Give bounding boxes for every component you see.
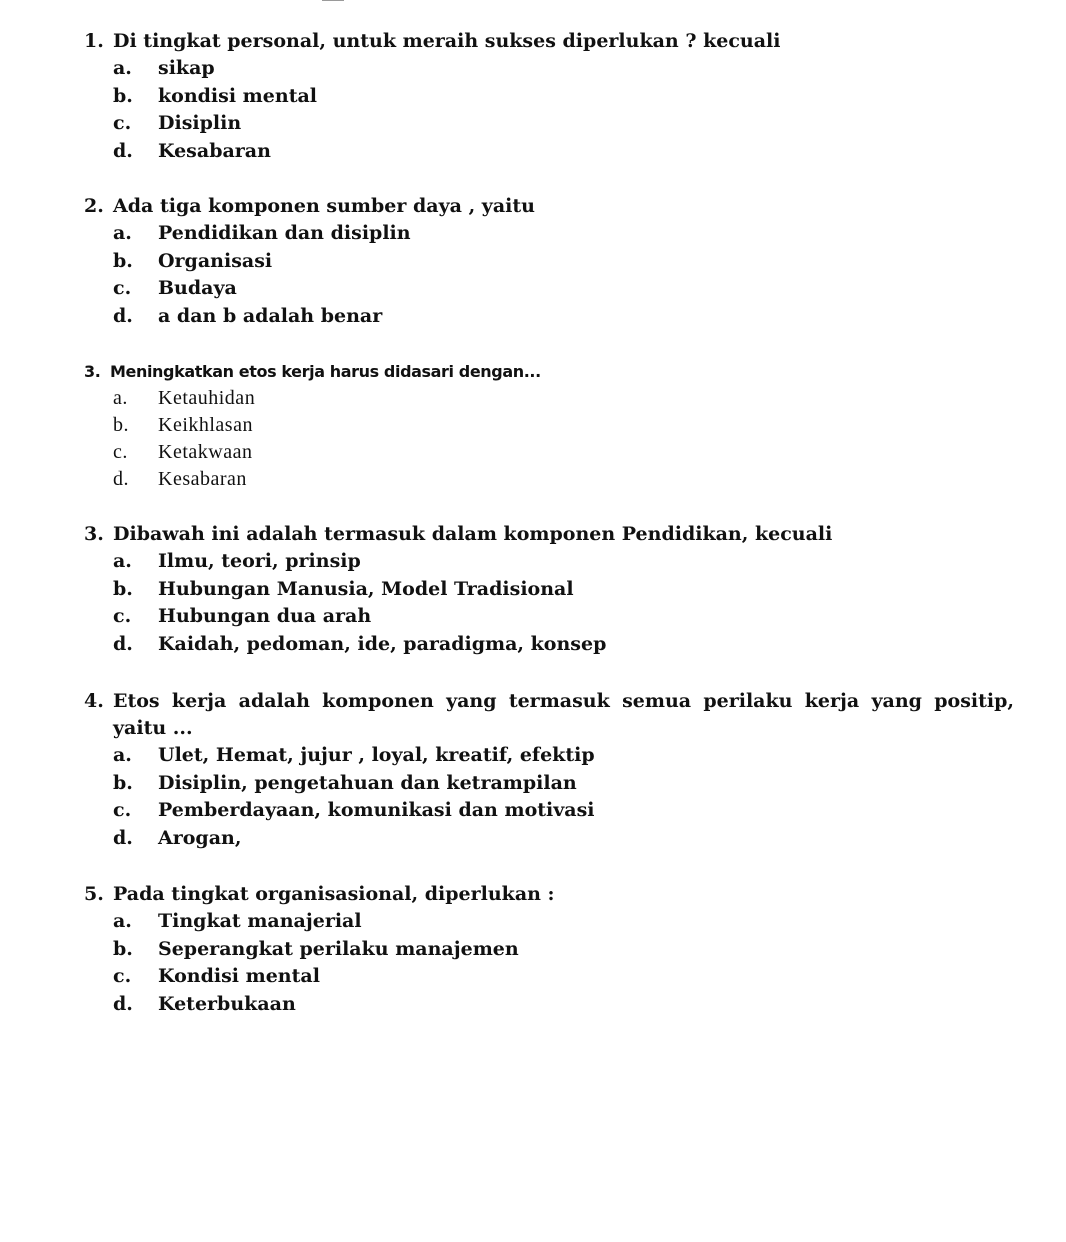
question-number: 2. — [84, 195, 104, 217]
option-letter: b. — [113, 577, 133, 600]
question-5 — [84, 881, 1014, 1018]
option-letter: b. — [113, 249, 133, 272]
option-d — [84, 466, 1014, 493]
option-a — [84, 220, 1014, 248]
option-text: Seperangkat perilaku manajemen — [158, 937, 519, 960]
question-text: Dibawah ini adalah termasuk dalam komponen Pendidikan, kecuali — [113, 523, 833, 545]
option-list — [84, 742, 1014, 852]
option-c — [84, 439, 1014, 466]
question-4 — [84, 688, 1014, 852]
option-letter: c. — [113, 799, 132, 821]
question-2 — [84, 193, 1014, 330]
option-letter: d. — [113, 304, 133, 327]
option-text: Hubungan Manusia, Model Tradisional — [158, 577, 574, 600]
question-text: Pada tingkat organisasional, diperlukan : — [113, 883, 555, 905]
option-letter: b. — [113, 414, 129, 436]
option-b — [84, 770, 1014, 798]
question-3a — [84, 358, 1014, 493]
option-text: Pemberdayaan, komunikasi dan motivasi — [158, 799, 595, 821]
option-letter: b. — [113, 84, 133, 107]
scan-mark — [322, 0, 344, 1]
option-c — [84, 110, 1014, 138]
option-text: Disiplin — [158, 112, 242, 134]
question-line — [84, 193, 1014, 220]
question-number: 3. — [84, 362, 101, 381]
option-text: Kesabaran — [158, 468, 247, 490]
option-letter: a. — [113, 387, 128, 409]
option-letter: c. — [113, 277, 132, 299]
option-b — [84, 576, 1014, 604]
option-text: Arogan, — [158, 826, 242, 849]
question-number: 1. — [84, 30, 104, 52]
option-b — [84, 936, 1014, 964]
question-number: 3. — [84, 523, 104, 545]
option-letter: c. — [113, 965, 132, 987]
option-text: Budaya — [158, 277, 237, 299]
option-b — [84, 248, 1014, 276]
option-b — [84, 412, 1014, 439]
option-letter: a. — [113, 222, 132, 244]
option-text: sikap — [158, 57, 215, 79]
option-letter: d. — [113, 826, 133, 849]
option-letter: a. — [113, 910, 132, 932]
option-a — [84, 548, 1014, 576]
question-text: Etos kerja adalah komponen yang termasuk semua perilaku kerja yang positip, — [113, 690, 1014, 712]
option-list — [84, 908, 1014, 1018]
option-letter: d. — [113, 632, 133, 655]
option-letter: a. — [113, 744, 132, 766]
option-c — [84, 275, 1014, 303]
option-d — [84, 631, 1014, 659]
option-letter: b. — [113, 771, 133, 794]
question-continuation: yaitu ... — [113, 717, 193, 739]
option-d — [84, 138, 1014, 166]
option-letter: c. — [113, 112, 132, 134]
option-text: Ketauhidan — [158, 387, 256, 409]
option-d — [84, 825, 1014, 853]
option-text: Ketakwaan — [158, 441, 253, 463]
question-text: Di tingkat personal, untuk meraih sukses diperlukan ? kecuali — [113, 30, 781, 52]
option-text: Hubungan dua arah — [158, 605, 372, 627]
option-list — [84, 385, 1014, 493]
option-letter: b. — [113, 937, 133, 960]
option-text: Disiplin, pengetahuan dan ketrampilan — [158, 771, 577, 794]
option-text: Ulet, Hemat, jujur , loyal, kreatif, efektip — [158, 744, 595, 766]
option-list — [84, 220, 1014, 330]
option-text: Ilmu, teori, prinsip — [158, 550, 361, 572]
option-letter: d. — [113, 992, 133, 1015]
option-list — [84, 548, 1014, 658]
option-text: Keikhlasan — [158, 414, 253, 436]
option-letter: a. — [113, 57, 132, 79]
option-letter: a. — [113, 550, 132, 572]
option-letter: d. — [113, 468, 129, 490]
option-list — [84, 55, 1014, 165]
option-text: kondisi mental — [158, 84, 317, 107]
option-text: Pendidikan dan disiplin — [158, 222, 411, 244]
option-c — [84, 797, 1014, 825]
option-text: a dan b adalah benar — [158, 304, 383, 327]
option-a — [84, 742, 1014, 770]
question-3b — [84, 521, 1014, 658]
option-d — [84, 303, 1014, 331]
option-letter: d. — [113, 139, 133, 162]
question-text: Meningkatkan etos kerja harus didasari dengan... — [110, 362, 541, 381]
option-letter: c. — [113, 441, 128, 463]
option-c — [84, 603, 1014, 631]
option-d — [84, 991, 1014, 1019]
option-a — [84, 385, 1014, 412]
option-letter: c. — [113, 605, 132, 627]
option-c — [84, 963, 1014, 991]
question-line — [84, 28, 1014, 55]
option-text: Tingkat manajerial — [158, 910, 362, 932]
option-text: Kaidah, pedoman, ide, paradigma, konsep — [158, 632, 607, 655]
question-1 — [84, 28, 1014, 165]
option-text: Organisasi — [158, 249, 273, 272]
option-b — [84, 83, 1014, 111]
option-text: Keterbukaan — [158, 992, 296, 1015]
option-text: Kondisi mental — [158, 965, 320, 987]
option-a — [84, 908, 1014, 936]
question-line — [84, 881, 1014, 908]
question-number: 5. — [84, 883, 104, 905]
question-line — [84, 358, 1014, 385]
option-text: Kesabaran — [158, 139, 271, 162]
question-line — [84, 521, 1014, 548]
question-line — [84, 688, 1014, 715]
option-a — [84, 55, 1014, 83]
question-text: Ada tiga komponen sumber daya , yaitu — [113, 195, 535, 217]
question-number: 4. — [84, 690, 104, 712]
